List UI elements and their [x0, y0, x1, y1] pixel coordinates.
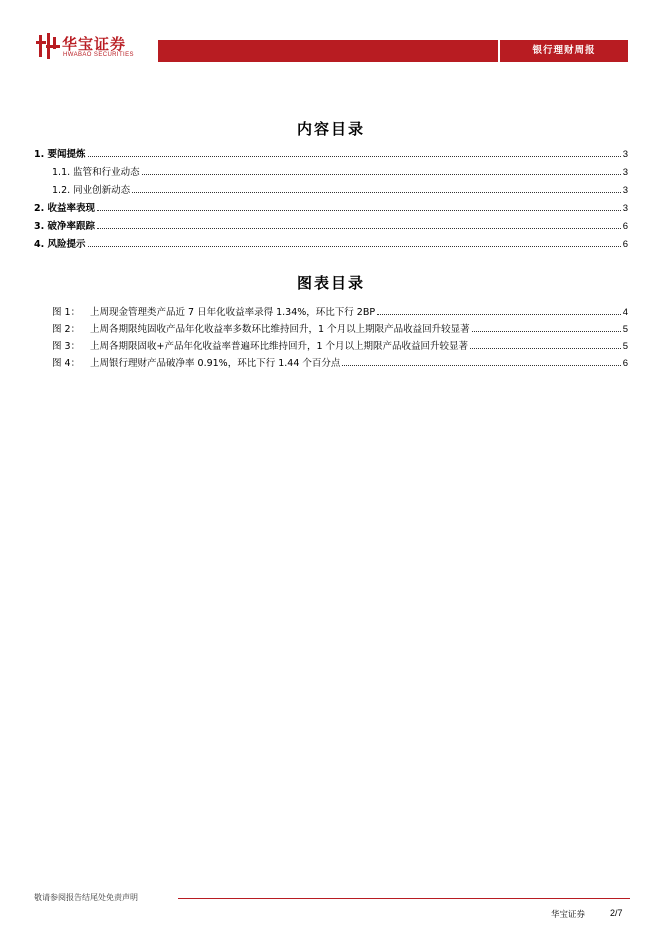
report-type-label: 银行理财周报: [532, 45, 596, 56]
toc-entry-label: 3. 破净率跟踪: [34, 221, 96, 232]
figure-entry-3[interactable]: [52, 336, 628, 352]
toc-entry-4[interactable]: [34, 234, 628, 250]
page-number: 2/7: [610, 908, 623, 918]
toc-entry-1-2[interactable]: [52, 180, 628, 196]
hwabao-logo-icon: [36, 33, 60, 59]
toc-entry-label: 1.2. 同业创新动态: [52, 185, 131, 196]
toc-entry-page: 6: [622, 239, 628, 250]
leader-dots: [142, 174, 621, 175]
figure-list-title: 图表目录: [296, 274, 365, 292]
figure-number: 图 2：: [52, 324, 81, 335]
toc-entry-1-1[interactable]: [52, 162, 628, 178]
toc-entry-label: 1. 要闻提炼: [34, 149, 86, 160]
figure-number: 图 3：: [52, 341, 81, 352]
toc-entry-page: 3: [622, 185, 628, 196]
footer-divider: [178, 898, 630, 899]
leader-dots: [377, 314, 621, 315]
toc-entry-label: 1.1. 监管和行业动态: [52, 167, 140, 178]
figure-page: 5: [622, 341, 628, 352]
logo-english-name: HWABAO SECURITIES: [63, 52, 134, 58]
leader-dots: [472, 331, 621, 332]
toc-entry-page: 3: [622, 149, 628, 160]
page-header: [0, 0, 662, 70]
figure-number: 图 1：: [52, 307, 81, 318]
toc-entry-label: 2. 收益率表现: [34, 203, 96, 214]
toc-title: 内容目录: [296, 120, 365, 138]
leader-dots: [342, 365, 620, 366]
leader-dots: [132, 192, 621, 193]
figure-entry-4[interactable]: [52, 353, 628, 369]
toc-entry-2[interactable]: [34, 198, 628, 214]
toc-entry-page: 3: [622, 167, 628, 178]
logo-chinese-name: 华宝证券: [62, 35, 127, 53]
footer-company: 华宝证券: [551, 910, 586, 920]
figure-entry-2[interactable]: [52, 319, 628, 335]
figure-page: 6: [622, 358, 628, 369]
toc-entry-3[interactable]: [34, 216, 628, 232]
figure-caption: 上周各期限固收+产品年化收益率普遍环比维持回升，1 个月以上期限产品收益回升较显著: [90, 341, 469, 352]
figure-page: 4: [622, 307, 628, 318]
leader-dots: [88, 156, 621, 157]
toc-entry-1[interactable]: [34, 144, 628, 160]
figure-page: 5: [622, 324, 628, 335]
leader-dots: [97, 210, 621, 211]
toc-entry-page: 3: [622, 203, 628, 214]
figure-caption: 上周现金管理类产品近 7 日年化收益率录得 1.34%，环比下行 2BP: [90, 307, 376, 318]
figure-caption: 上周各期限纯固收产品年化收益率多数环比维持回升，1 个月以上期限产品收益回升较显著: [90, 324, 470, 335]
leader-dots: [88, 246, 621, 247]
figure-entry-1[interactable]: [52, 302, 628, 318]
company-logo: [36, 33, 158, 63]
figure-number: 图 4：: [52, 358, 81, 369]
toc-entry-page: 6: [622, 221, 628, 232]
figure-caption: 上周银行理财产品破净率 0.91%，环比下行 1.44 个百分点: [90, 358, 341, 369]
leader-dots: [97, 228, 621, 229]
footer-disclaimer: 敬请参阅报告结尾处免责声明: [34, 893, 138, 902]
leader-dots: [470, 348, 621, 349]
toc-entry-label: 4. 风险提示: [34, 239, 86, 250]
